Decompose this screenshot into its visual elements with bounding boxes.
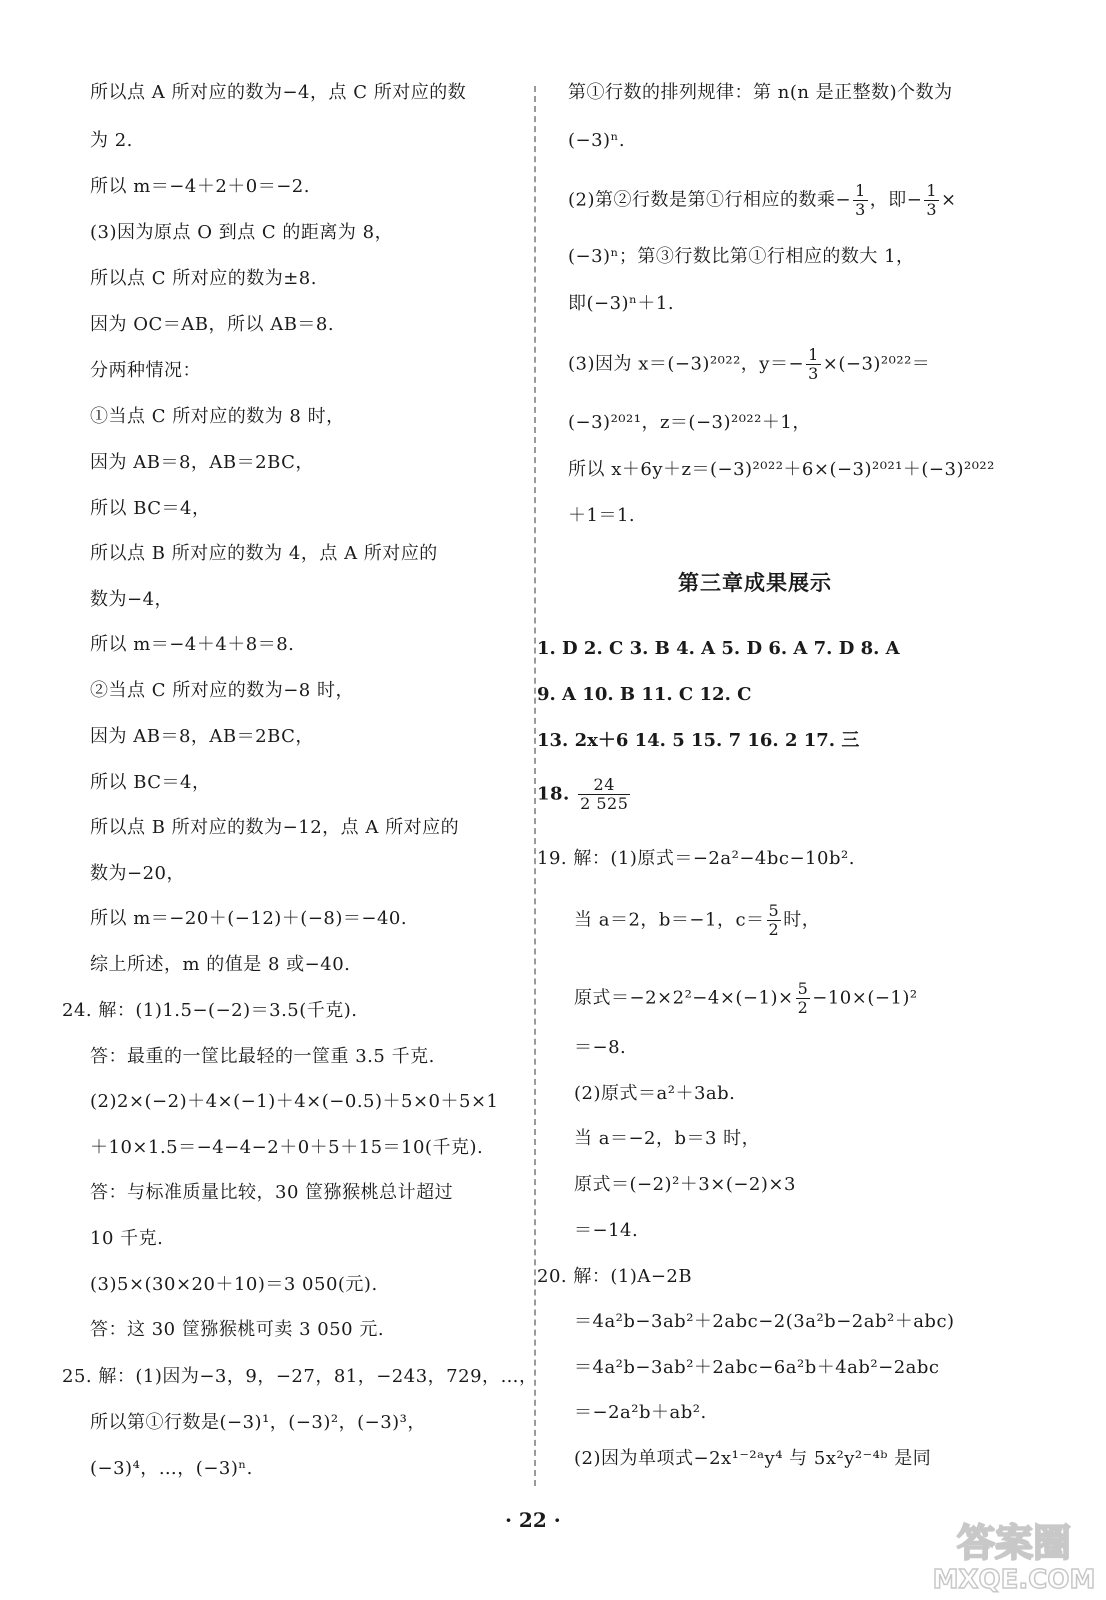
numerator: 24 (578, 776, 630, 795)
text-line: ①当点 C 所对应的数为 8 时， (90, 406, 345, 427)
question-number: 18. (537, 783, 570, 805)
text-line: 答：最重的一筐比最轻的一筐重 3.5 千克. (90, 1046, 435, 1067)
text-segment: 当 a＝2，b＝−1，c＝ (574, 909, 765, 931)
text-line: 为 2. (90, 130, 133, 151)
text-line: 10 千克. (90, 1228, 164, 1249)
denominator: 3 (926, 200, 938, 219)
answers-row-1: 1. D 2. C 3. B 4. A 5. D 6. A 7. D 8. A (537, 638, 900, 659)
text-line: 因为 OC＝AB，所以 AB＝8. (90, 314, 335, 335)
numerator: 1 (855, 181, 866, 200)
question-19-line: 19. 解：(1)原式＝−2a²−4bc−10b². (537, 848, 855, 869)
text-line: 第①行数的排列规律：第 n(n 是正整数)个数为 (568, 82, 953, 103)
denominator: 3 (855, 200, 866, 219)
text-line: (−3)ⁿ；第③行数比第①行相应的数大 1， (568, 246, 915, 267)
fraction (767, 902, 782, 939)
text-line: ＝4a²b−3ab²＋2abc−2(3a²b−2ab²＋abc) (574, 1311, 955, 1332)
text-line: ＝−8. (574, 1037, 627, 1058)
text-line-with-fraction (568, 182, 957, 219)
answers-row-2: 9. A 10. B 11. C 12. C (537, 684, 752, 705)
text-line: 答：与标准质量比较，30 筐猕猴桃总计超过 (90, 1182, 454, 1203)
text-line: (−3)²⁰²¹，z＝(−3)²⁰²²＋1， (568, 412, 811, 433)
text-line: 因为 AB＝8，AB＝2BC， (90, 452, 314, 473)
text-line: 所以 x＋6y＋z＝(−3)²⁰²²＋6×(−3)²⁰²¹＋(−3)²⁰²² (568, 459, 995, 480)
text-line: 即(−3)ⁿ＋1. (568, 293, 675, 314)
answers-row-3: 13. 2x＋6 14. 5 15. 7 16. 2 17. 三 (537, 730, 860, 751)
numerator: 1 (808, 345, 819, 364)
text-line: ＋10×1.5＝−4−4−2＋0＋5＋15＝10(千克). (90, 1137, 484, 1158)
watermark-text: 答案圈 (956, 1521, 1072, 1565)
numerator: 1 (926, 181, 938, 200)
text-line: 数为−20， (90, 863, 185, 884)
numerator: 5 (768, 901, 780, 920)
denominator: 2 525 (580, 794, 629, 813)
fraction (796, 980, 811, 1017)
text-line: 所以点 B 所对应的数为−12，点 A 所对应的 (90, 817, 460, 838)
text-segment: ，即− (869, 189, 923, 211)
text-segment: (3)因为 x＝(−3)²⁰²²，y＝− (568, 353, 805, 375)
text-line: 数为−4， (90, 589, 174, 610)
question-25-line: 25. 解：(1)因为−3，9，−27，81，−243，729，…， (62, 1366, 538, 1387)
text-line: 当 a＝−2，b＝3 时， (574, 1128, 761, 1149)
text-line-with-fraction (574, 980, 918, 1017)
text-line: 所以 m＝−4＋2＋0＝−2. (90, 176, 310, 197)
text-segment: −10×(−1)² (812, 987, 918, 1009)
denominator: 3 (808, 364, 819, 383)
text-segment: ×(−3)²⁰²²＝ (822, 353, 931, 375)
text-line: 分两种情况： (90, 360, 201, 381)
text-line: ＝4a²b−3ab²＋2abc−6a²b＋4ab²−2abc (574, 1357, 940, 1378)
text-line: 所以点 B 所对应的数为 4，点 A 所对应的 (90, 543, 438, 564)
text-line: (3)因为原点 O 到点 C 的距离为 8， (90, 222, 394, 243)
section-heading: 第三章成果展示 (678, 570, 832, 595)
text-line: (2)2×(−2)＋4×(−1)＋4×(−0.5)＋5×0＋5×1 (90, 1091, 499, 1112)
watermark-logo (932, 1516, 1097, 1594)
text-line: 所以 BC＝4， (90, 772, 211, 793)
text-line: 答：这 30 筐猕猴桃可卖 3 050 元. (90, 1319, 385, 1340)
text-line: 原式＝(−2)²＋3×(−2)×3 (574, 1174, 796, 1195)
denominator: 2 (768, 920, 780, 939)
fraction (578, 776, 630, 813)
question-20-line: 20. 解：(1)A−2B (537, 1266, 693, 1287)
text-line: ②当点 C 所对应的数为−8 时， (90, 680, 354, 701)
text-line: ＋1＝1. (568, 505, 636, 526)
text-segment: × (941, 189, 957, 211)
text-segment: (2)第②行数是第①行相应的数乘− (568, 189, 852, 211)
text-line: 所以 m＝−20＋(−12)＋(−8)＝−40. (90, 908, 408, 929)
denominator: 2 (797, 998, 809, 1017)
watermark-url: MXQE.COM (932, 1565, 1096, 1594)
text-line: (3)5×(30×20＋10)＝3 050(元). (90, 1274, 378, 1295)
numerator: 5 (797, 979, 809, 998)
watermark-icon (932, 1516, 1097, 1594)
text-line: 综上所述，m 的值是 8 或−40. (90, 954, 351, 975)
text-line: 所以点 C 所对应的数为±8. (90, 268, 317, 289)
text-line: 所以 BC＝4， (90, 498, 211, 519)
fraction (806, 346, 821, 383)
text-line: 因为 AB＝8，AB＝2BC， (90, 726, 314, 747)
text-line: ＝−14. (574, 1220, 639, 1241)
text-line: (2)原式＝a²＋3ab. (574, 1083, 736, 1104)
question-24-line: 24. 解：(1)1.5−(−2)＝3.5(千克). (62, 1000, 358, 1021)
column-divider (534, 86, 536, 1486)
text-line-with-fraction (568, 346, 930, 383)
text-segment: 原式＝−2×2²−4×(−1)× (574, 987, 794, 1009)
text-line-with-fraction (574, 902, 820, 939)
fraction (853, 182, 868, 219)
text-line: (−3)ⁿ. (568, 130, 626, 151)
text-line: ＝−2a²b＋ab². (574, 1402, 707, 1423)
text-line: 所以 m＝−4＋4＋8＝8. (90, 634, 295, 655)
text-segment: 时， (783, 909, 821, 931)
fraction (924, 182, 939, 219)
question-18-line (537, 776, 632, 813)
page-number: · 22 · (505, 1508, 561, 1532)
text-line: 所以第①行数是(−3)¹，(−3)²，(−3)³， (90, 1412, 426, 1433)
text-line: (2)因为单项式−2x¹⁻²ᵃy⁴ 与 5x²y²⁻⁴ᵇ 是同 (574, 1448, 932, 1469)
text-line: (−3)⁴，…，(−3)ⁿ. (90, 1458, 253, 1479)
text-line: 所以点 A 所对应的数为−4，点 C 所对应的数 (90, 82, 467, 103)
